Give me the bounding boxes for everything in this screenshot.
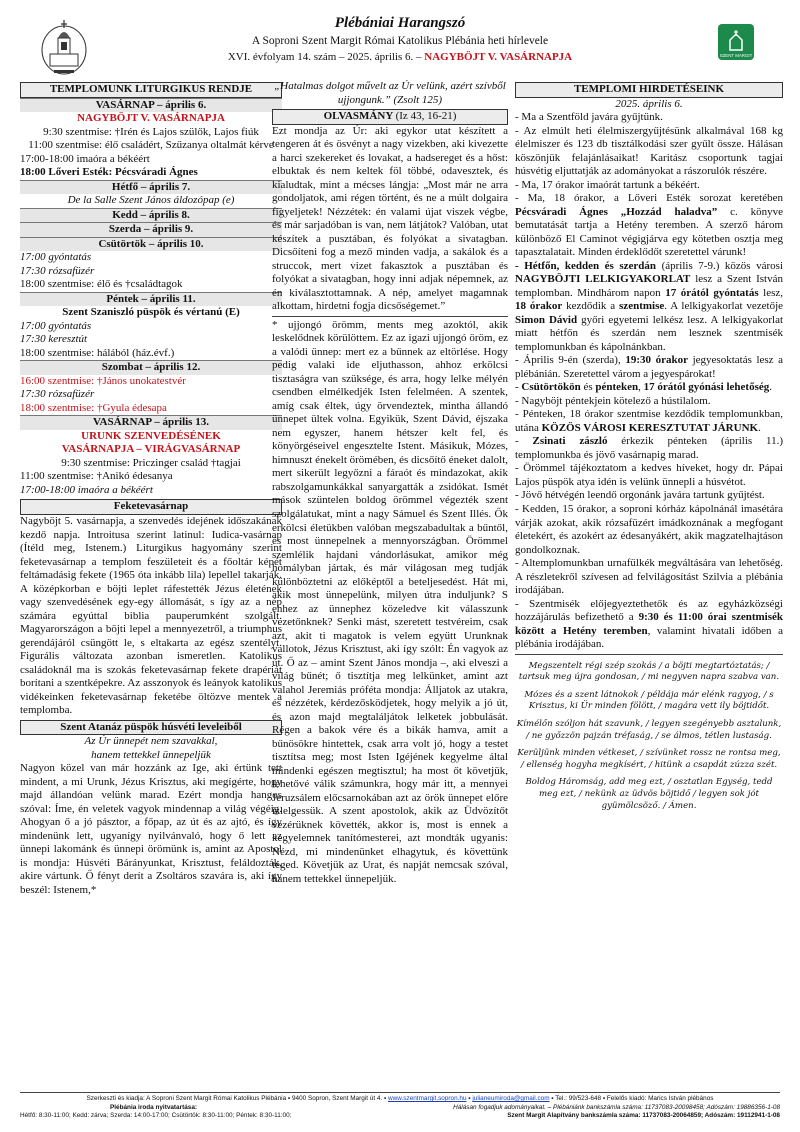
footer-line-3: Hétfő: 8:30-11:00; Kedd: zárva; Szerda: 14:00-17:00; Csütörtök: 8:30-11:00; Péntek: 8:30-11:00; Szent Margit Alapítvány bankszámla száma: 11737083-20064859; Adószám: 19112941-1-08: [20, 1112, 780, 1120]
footer-line-1: Szerkeszti és kiadja: A Soproni Szent Margit Római Katolikus Plébánia ▪ 9400 Sopron, Szent Margit út 4. ▪ www.szentmargit.sopron.hu ▪ julianeumiroda@gmail.com ▪ Tel.: 99/523-648 ▪ Felelős kiadó: Marics István plébános: [86, 1095, 714, 1102]
friday-day: Péntek – április 11.: [20, 292, 282, 307]
athanasius-sub-1: Az Úr ünnepét nem szavakkal,: [84, 735, 218, 748]
reading-title: OLVASMÁNY: [323, 110, 393, 123]
logo-text: SZENT MARGIT: [719, 53, 753, 58]
sunday-2-day: VASÁRNAP – április 13.: [20, 415, 282, 430]
szent-margit-logo-icon: [718, 24, 754, 60]
hymn-stanza-5: Boldog Háromság, add meg ezt, / osztatlan Egység, tedd meg ezt, / nekünk az üdvös böjtidő / legyen sok jót gyümölcsöző. / Ámen.: [525, 777, 773, 811]
notice-13: - Kedden, 15 órakor, a soproni kórház kápolnánál imasétára várják azokat, akik rózsafüzért imádkoznának a megfogant életekért, és azokért az édesanyákért, akik magzatelhajtáson gondolkoznak.: [515, 502, 783, 556]
issue-line: [0, 51, 800, 65]
sunday-2-feast-2: VASÁRNAPJA – VIRÁGVASÁRNAP: [61, 443, 241, 456]
sunday-2-feast-1: URUNK SZENVEDÉSÉNEK: [81, 429, 221, 442]
athanasius-sub-2: hanem tettekkel ünnepeljük: [91, 748, 211, 761]
newsletter-subtitle: A Soproni Szent Margit Római Katolikus Plébánia heti hírlevele: [251, 35, 549, 48]
notice-4: - Ma, 18 órakor, a Lőveri Esték sorozat keretében Pécsváradi Ágnes „Hozzád haladva” c. könyve bemutatását tartja a Hetény teremben. A szerző három különböző El Caminot végigjárva egy kötetben osztja meg tapasztalatait. Minden érdeklődőt szeretettel várunk!: [515, 192, 783, 259]
friday-line-2: 17:30 keresztút: [20, 333, 88, 346]
notices-heading: TEMPLOMI HIRDETÉSEINK: [515, 82, 783, 98]
athanasius-continuation: * ujjongó örömm, ments meg azoktól, akik leskelődnek körülöttem. Ez az igazi ujjongó öröm, ez a valódi ünnep: mert ez a bűnnek az eltörlése. Hogy pedig valaki ide eljuthasson, ahhoz erkölcsi tisztaságra van szüksége, és arra, hogy lelke mélyén csendben elmélkedjék Isten felelméen. A szentek, amíg csak éltek, úgy örvendeztek, mintha állandó ünnepet ültek volna. Egyikük, Szent Dávid, éjszaka nem egyszer, hanem hétszer kelt fel, és könyörgéseivel engesztelte Istent. Másikuk, Mózes, himnuszt énekelt örömében, és dicsőítő éneket dalolt, mert sikerült legyőzni a fáraót és mindazokat, akik rabszolgamunkákkal sanyargatták a zsidókat. Ismét mások szüntelen boldog örömmel végezték szent szolgálatukat, mint a nagy Sámuel és Szent Illés. Ők erkölcsi életükben valóban megszabadultak a bűntől, és most ünnepelnek a mennyországban. Örömmel szemlélik hajdani vándorlásukat, amikor még homályban jártak, és már világosan meg tudják különböztetni az előképtől a beteljesedést. Hát mi, akik most ünnepelünk, milyen útra induljunk? S ehhez az ünnephez közeledve kit válasszunk vezetőnknek? Senki mást, szeretett testvéreim, csak azt, akit ti magatok is velem együtt Urunknak vallotok, Jézus Krisztust, aki így szólt: Én vagyok az út. Ő az – amint Szent János mondja –, aki elveszi a világ bűnét; ő tisztítja meg lelkünket, amint azt valahol Jeremiás próféta mondja: Álljatok az utakra, és nézzétek, kérdezősködjetek, hogy melyik a jó út, és azon majd megtaláljátok lelketek jobbulását. Régen a bakok vére és a bikák hamva, amit a bűnösökre hintettek, csak arra volt jó, hogy a testet tisztítsa meg; most Isten Igéjének kegyelme által mindenki egészen megtisztul; ha most őt követjük, lehetővé válik számunkra, hogy már itt, a mennyei Jeruzsálem előcsarnokában azt az örök ünnepet előre ízlelgessük. A szent apostolok, akik az Üdvözítőt vezérüknek követték, akkor is, most is ennek a kegyelemnek tanítómesterei, azt mondták ugyanis: Nézd, mi mindenünket elhagytuk, és követtünk téged. Követjük az Urat, és napját nemcsak szóval, hanem tettekkel ünnepeljük.: [272, 318, 508, 885]
thursday-line-3: 18:00 szentmise: élő és †családtagok: [20, 278, 183, 291]
hymn-stanza-3: Kímélőn szóljon hát szavunk, / legyen szegényebb asztalunk, / ne győzzön pajzán tréfaság, / se álmos, tétlen lustaság.: [516, 719, 782, 741]
notice-6: - Április 9-én (szerda), 19:30 órakor jegyesoktatás lesz a plébánián. Szeretettel várom a jegyespárokat!: [515, 354, 783, 380]
hymn-stanza-1: Megszentelt régi szép szokás / a böjti megtartóztatás; / tartsuk meg újra gondosan, / mi negyven napra szabva van.: [518, 660, 780, 683]
sunday-1-day: VASÁRNAP – április 6.: [20, 98, 282, 113]
notice-12: - Jövő hétvégén leendő orgonánk javára tartunk gyűjtést.: [515, 489, 765, 502]
thursday-day: Csütörtök – április 10.: [20, 237, 282, 252]
thursday-line-1: 17:00 gyóntatás: [20, 251, 92, 264]
reading-text: Ezt mondja az Úr: aki egykor utat készített a tengeren át és ösvényt a nagy vizekben, aki kivezette a harci szekereket és lovakat, a hadsereget és a hőst: elbuktak és nem keltek föl többé, odavesztek, és kialudtak, mint a mécses lángja: „Most már ne arra gondoljatok, ami régen történt, és ne a múlt dolgaira figyeljetek! Nézzétek: én valami újat viszek végbe, és már sarjadóban is van, nem látjátok? Valóban, utat készítek a pusztában, és folyókat a sivatagban. Dicsőíteni fog a mező minden vadja, a sakálok és a struccok, mert vizet fakasztok a pusztában és folyókat a sivatagban, hogy inni adjak népemnek, az én kiválasztottamnak. A nép, amelyet magamnak alkottam, hirdetni fogja dicsőségemet.”: [272, 124, 508, 313]
notice-2: - Az elmúlt heti élelmiszergyűjtésünk alkalmával 168 kg élelmiszer és 123 db tisztálkodási szer gyűlt össze. Hálásan köszönjük felajánlásaikat! Karitász csoportunk tagjai húsvétig eljuttatják az adományokat a rászorulók részére.: [515, 124, 783, 178]
friday-feast: Szent Szaniszló püspök és vértanú (E): [62, 306, 240, 319]
notice-15: - Szentmisék előjegyeztethetők és az egyházközségi hozzájárulás befizethető a 9:30 és 11:00 órai szentmisék között a Hetény teremben, valamint hivatali időben a plébánia irodájában.: [515, 597, 783, 651]
hymn-stanza-2: Mózes és a szent látnokok / példája már elénk ragyog, / s Krisztus, ki Ür minden fölött, / magára vett ily böjtidőt.: [524, 689, 774, 712]
sunday-1-line-2: 11:00 szentmise: élő családért, Szűzanya oltalmát kérve: [28, 139, 274, 152]
notice-9: - Pénteken, 18 órakor szentmise kezdődik templomunkban, utána KÖZÖS VÁROSI KERESZTUTAT JÁRUNK.: [515, 408, 783, 434]
hymn: [515, 661, 783, 813]
column-right: [515, 80, 783, 1042]
divider: [272, 316, 508, 317]
footer: [20, 1090, 780, 1121]
saturday-line-3: 18:00 szentmise: †Gyula édesapa: [20, 401, 167, 414]
website-link[interactable]: www.szentmargit.sopron.hu: [388, 1095, 467, 1102]
notices-date: 2025. április 6.: [615, 97, 683, 110]
notice-5: - Hétfőn, kedden és szerdán (április 7-9.) közös városi NAGYBÖJTI LELKIGYAKORLAT lesz a Szent István templomban. Mindhárom napon 17 órától gyóntatás lesz, 18 órakor kezdődik a szentmise. A lelkigyakorlat vezetője Simon Dávid győri egyetemi lelkész lesz. A lelkigyakorlat miatt hétfőn és szerdán nem lesznek szentmisék templomunkban és kápolnánkban.: [515, 259, 783, 353]
column-middle: [272, 80, 508, 1042]
notice-3: - Ma, 17 órakor imaórát tartunk a békéért.: [515, 178, 700, 191]
column-left: [20, 80, 282, 1042]
notice-11: - Örömmel tájékoztatom a kedves híveket, hogy dr. Pápai Lajos püspök atya idén is velünk ünnepli a húsvétot.: [515, 462, 783, 488]
sunday-2-line-1: 9:30 szentmise: Priczinger család †tagjai: [61, 456, 241, 469]
friday-line-1: 17:00 gyóntatás: [20, 319, 92, 332]
tuesday-day: Kedd – április 8.: [20, 208, 282, 223]
friday-line-3: 18:00 szentmise: hálából (ház.évf.): [20, 346, 175, 359]
feketevasarnap-heading: Feketevasárnap: [20, 499, 282, 515]
saturday-day: Szombat – április 12.: [20, 360, 282, 375]
hymn-stanza-4: Kerüljünk minden vétkeset, / szívünket rossz ne rontsa meg, / ellenség hogyha megkísért, / hitünk a csapdát zúzza szét.: [517, 748, 781, 770]
masthead: [0, 14, 800, 74]
reading-heading: [272, 109, 508, 125]
email-link[interactable]: julianeumiroda@gmail.com: [472, 1095, 550, 1102]
wednesday-day: Szerda – április 9.: [20, 222, 282, 237]
notice-10: - Zsinati zászló érkezik pénteken (április 11.) templomunkba és jövő vasárnapig marad.: [515, 435, 783, 461]
notice-8: - Nagyböjt péntekjein kötelező a hústilalom.: [515, 394, 711, 407]
psalm-quote: „Hatalmas dolgot művelt az Úr velünk, azért szívből ujjongunk.” (Zsolt 125): [274, 80, 506, 106]
notice-14: - Altemplomunkban urnafülkék megváltására van lehetőség. A részletekről szívesen ad felvilágosítást Szilvia a plébánia irodájában.: [515, 557, 783, 597]
notice-1: - Ma a Szentföld javára gyűjtünk.: [515, 111, 663, 124]
issue-feast: NAGYBÖJT V. VASÁRNAPJA: [424, 50, 573, 63]
poem-divider: [515, 654, 783, 655]
issue-text: XVI. évfolyam 14. szám – 2025. április 6. –: [227, 50, 422, 63]
notice-7: - Csütörtökön és pénteken, 17 órától gyónási lehetőség.: [515, 381, 772, 394]
sunday-1-feast: NAGYBÖJT V. VASÁRNAPJA: [77, 112, 225, 125]
saturday-line-1: 16:00 szentmise: †János unokatestvér: [20, 374, 186, 387]
sunday-2-line-3: 17:00-18:00 imaóra a békéért: [20, 483, 153, 496]
footer-line-2: Plébánia iroda nyitvatartása: Hálásan fogadjuk adományaikat. – Plébániánk bankszámla száma: 11737083-20098458; Adószám: 19886356-1-08: [110, 1103, 780, 1111]
athanasius-heading: Szent Atanáz püspök húsvéti leveleiből: [20, 720, 282, 736]
sunday-1-line-4: 18:00 Lőveri Esték: Pécsváradi Ágnes: [20, 166, 198, 179]
monday-day: Hétfő – április 7.: [20, 180, 282, 195]
reading-ref: (Iz 43, 16-21): [395, 110, 457, 123]
athanasius-text: Nagyon közel van már hozzánk az Ige, aki értünk tett mindent, a mi Urunk, Jézus Krisztus, aki megígérte, hogy majd állandóan velünk marad. Ezért mondja hangos szóval: Íme, én veletek vagyok mindennap a világ végéig. Ahogyan ő a jó pásztor, a főpap, az út és az ajtó, és így mindenünk lett, ugyanígy nyilvánvaló, hogy ő lett az ünnepi lakománk és ünnepi örömünk is, amint az Apostol is mondja: Húsvéti Bárányunkat, Krisztust, feláldozták, akire vártunk. Ő fényt derít a Zsoltáros szavára is, aki így beszél: Istenem,*: [20, 762, 282, 896]
footer-divider: [20, 1092, 780, 1093]
sunday-1-line-1: 9:30 szentmise: †Irén és Lajos szülők, Lajos fiúk: [43, 125, 259, 138]
feketevasarnap-text: Nagyböjt 5. vasárnapja, a szenvedés idejének időszakának kezdő napja. Introitusa szerint latinul: Iudica-vasárnap (Ítéld meg, Istenem.) Liturgikus hagyomány szerint feketevasárnap a templom feszületeit és a főoltár képét feltámadásig fekete (1965 óta inkább lila) lepellel takarják. A középkorban e böjti leplet ráfestették Jézus életének vagy szenvedésének egy-egy állomását, s így az a nép számára egyúttal biblia pauperumként szolgált. Magyarországon a böjti lepel a mennyezetről, a triumphus gerendájáról csüngött le, s eltakarta az egész szentélyt. Figurális változata azonban ismeretlen. Katolikus családoknál ma is szokás feketevasárnap fekete drapériát borítani a szentképekre. Az asszonyok és leányok katolikus vidékeinken feketevasárnap feketébe öltözve mentek a templomba.: [20, 514, 282, 717]
newsletter-title: Plébániai Harangszó: [334, 15, 466, 31]
sunday-2-line-2: 11:00 szentmise: †Anikó édesanya: [20, 470, 173, 483]
thursday-line-2: 17:30 rózsafüzér: [20, 264, 95, 277]
sunday-1-line-3: 17:00-18:00 imaóra a békéért: [20, 152, 150, 165]
liturgy-heading: TEMPLOMUNK LITURGIKUS RENDJE: [20, 82, 282, 98]
saturday-line-2: 17:30 rózsafüzér: [20, 388, 95, 401]
monday-feast: De la Salle Szent János áldozópap (e): [67, 194, 235, 207]
